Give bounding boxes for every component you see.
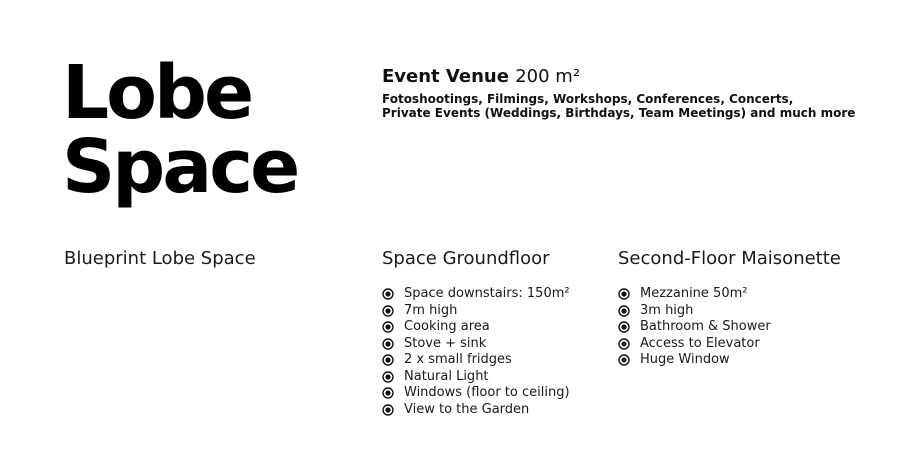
radio-bullet-icon <box>382 305 394 317</box>
list-item <box>382 402 570 419</box>
radio-bullet-icon <box>618 288 630 300</box>
radio-bullet-icon <box>382 404 394 416</box>
venue-description-line-1: Fotoshootings, Filmings, Workshops, Conferences, Concerts, <box>382 92 794 106</box>
radio-bullet-icon <box>382 321 394 333</box>
list-item-label: 7m high <box>404 302 458 318</box>
venue-description-line-2: Private Events (Weddings, Birthdays, Team Meetings) and much more <box>382 106 856 120</box>
list-item <box>618 352 771 369</box>
list-item-label: Windows (floor to ceiling) <box>404 385 570 400</box>
list-item <box>382 286 570 303</box>
radio-bullet-icon <box>618 305 630 317</box>
blueprint-heading: Blueprint Lobe Space <box>64 248 256 269</box>
list-item-label: Cooking area <box>404 319 490 334</box>
list-item <box>618 336 771 353</box>
radio-bullet-icon <box>618 354 630 366</box>
list-item <box>382 336 570 353</box>
radio-bullet-icon <box>382 354 394 366</box>
list-item <box>618 319 771 336</box>
venue-size: 200 m² <box>515 66 581 87</box>
list-item-label: Space downstairs: 150m² <box>404 286 570 301</box>
list-item <box>618 303 771 320</box>
list-item <box>382 369 570 386</box>
list-item-label: Bathroom & Shower <box>640 319 771 334</box>
venue-title <box>382 66 892 88</box>
list-item-label: Natural Light <box>404 368 489 384</box>
list-item-label: 3m high <box>640 302 694 318</box>
radio-bullet-icon <box>382 288 394 300</box>
venue-info <box>382 66 892 120</box>
list-item <box>618 286 771 303</box>
groundfloor-heading: Space Groundfloor <box>382 248 550 269</box>
list-item <box>382 385 570 402</box>
list-item-label: 2 x small fridges <box>404 352 512 367</box>
radio-bullet-icon <box>382 371 394 383</box>
venue-title-text: Event Venue <box>382 66 509 87</box>
brand-logo-line-1: Lobe <box>62 50 252 136</box>
list-item <box>382 319 570 336</box>
list-item-label: Huge Window <box>640 352 730 367</box>
brand-logo-line-2: Space <box>62 124 298 210</box>
list-item-label: Mezzanine 50m² <box>640 286 748 301</box>
list-item <box>382 303 570 320</box>
secondfloor-heading: Second-Floor Maisonette <box>618 248 841 269</box>
radio-bullet-icon <box>382 338 394 350</box>
list-item-label: View to the Garden <box>404 401 530 417</box>
radio-bullet-icon <box>618 321 630 333</box>
list-item-label: Access to Elevator <box>640 335 760 351</box>
radio-bullet-icon <box>382 387 394 399</box>
radio-bullet-icon <box>618 338 630 350</box>
list-item-label: Stove + sink <box>404 335 487 351</box>
secondfloor-feature-list <box>618 286 771 369</box>
groundfloor-feature-list <box>382 286 570 418</box>
brand-logo <box>62 50 298 210</box>
venue-description <box>382 92 892 120</box>
list-item <box>382 352 570 369</box>
